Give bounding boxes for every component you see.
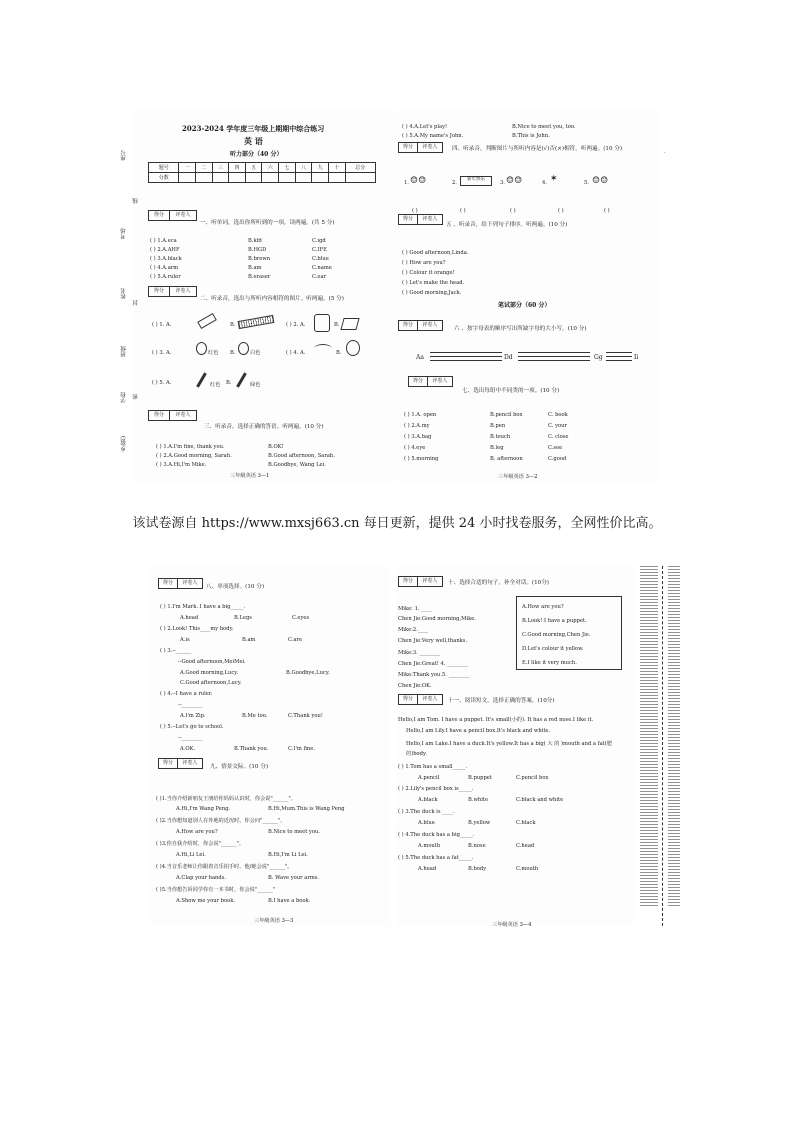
ruler-picture — [238, 315, 275, 329]
sec7-option: C. close — [548, 434, 569, 440]
dialogue-line: Chen Jie:OK. — [398, 683, 432, 689]
reading-option: C.head — [516, 843, 535, 849]
side-label-town: 乡(镇) — [121, 436, 127, 452]
dialogue-line: Mike: 1. ____ — [398, 606, 432, 612]
reading-question: ( ) 3.The duck is ____. — [398, 809, 455, 815]
sec8-option: B.Me too. — [242, 713, 268, 719]
score-header-cell: 二 — [196, 163, 213, 173]
sec8-dialogue-line: --________ — [178, 702, 203, 708]
dialogue-line: Chen Jie:Good morning,Mike. — [398, 616, 476, 622]
score-cell[interactable] — [262, 173, 279, 183]
sec9-option: B.I have a book. — [268, 898, 311, 904]
score-table-score-row — [149, 173, 376, 183]
sec8-option: C.I'm fine. — [288, 746, 315, 752]
page-footer: 三年级英语 3—2 — [498, 474, 538, 480]
score-cell[interactable] — [212, 173, 229, 183]
sec8-option: A.Good morning,Lucy. — [180, 670, 239, 676]
section-10-heading: 十、选择合适的句子，补全对话。(10分) — [448, 580, 549, 586]
sec9-option: A.Clap your hands. — [176, 875, 227, 881]
listening-part-heading: 听力部分（40 分） — [230, 151, 283, 158]
reading-option: A.mouth — [418, 843, 441, 849]
score-box — [408, 376, 453, 387]
sec9-question: ( )2.当你想知道别人在外地的近况时，你会问"______"。 — [156, 818, 286, 824]
exam-page-4 — [396, 566, 634, 926]
grader-box-label: 评卷人 — [422, 216, 438, 222]
sec4-number: 1. — [404, 180, 409, 186]
answer-blank[interactable]: ( ) — [558, 208, 564, 214]
sec1-option: C.IFE — [312, 247, 327, 253]
two-people-picture: ☺☺ — [506, 176, 523, 186]
sec5-item: ( ) Good afternoon,Linda. — [402, 250, 469, 256]
reading-question: ( ) 2.Lily's pencil box is_____. — [398, 786, 474, 792]
sec3-option: B.Nice to meet you, too. — [512, 124, 576, 130]
fireworks-picture: ✶ — [550, 174, 558, 184]
sec7-item: ( ) 2.A.my — [404, 423, 430, 429]
reading-option: C.black — [516, 820, 536, 826]
sec3-option: B.Goodbye, Wang Lei. — [268, 462, 326, 468]
reading-option: A.blue — [418, 820, 435, 826]
passage-paragraph: Hello,I am Tom. I have a puppet. It's small(小的). It has a red nose.I like it. — [398, 717, 594, 723]
exam-page-2 — [398, 110, 660, 482]
sec9-option: A.How are you? — [176, 829, 218, 835]
sec8-option: C.Thank you! — [288, 713, 323, 719]
sec9-question: ( )3.你自我介绍时，你会说"______"。 — [156, 841, 245, 847]
reading-option: B.body — [468, 866, 487, 872]
score-box-label: 得分 — [399, 215, 418, 224]
binding-cut-line — [662, 566, 663, 926]
sec7-item: ( ) 4.eye — [404, 445, 426, 451]
grader-box-label: 评卷人 — [182, 580, 198, 586]
sec8-option: C.are — [288, 637, 303, 643]
section-6-heading: 六 、按字母表的顺序写出所缺字母的大小写。(10 分) — [454, 326, 587, 332]
answer-blank[interactable]: ( ) — [604, 208, 610, 214]
side-label-class: 班级 — [121, 346, 127, 357]
sec9-question: ( )5.当你想告诉同学你有一本书时，你会说"______" — [156, 887, 276, 893]
score-box-label: 得分 — [149, 287, 170, 296]
written-part-heading: 笔试部分（60 分） — [498, 302, 551, 309]
reading-option: C.mouth — [516, 866, 539, 872]
sec1-option: B.kfd — [248, 238, 262, 244]
score-box-label: 得分 — [399, 577, 418, 586]
sec7-option: C.see — [548, 445, 563, 451]
score-cell[interactable] — [179, 173, 196, 183]
sec2-option: B. — [230, 350, 236, 356]
sec1-option: C.blue — [312, 256, 329, 262]
people-greeting-picture: ☺☺ — [410, 176, 427, 186]
side-mark-line: 线 — [133, 198, 139, 204]
section-11-heading: 十一、阅读短文，选择正确的答案。(10分) — [448, 698, 555, 704]
reading-question: ( ) 4.The duck has a big_____. — [398, 832, 475, 838]
side-label-seat: 座号 — [121, 150, 127, 161]
sec4-number: 4. — [542, 180, 547, 186]
sec9-option: B.Nice to meet you. — [268, 829, 320, 835]
sec3-item: ( ) 4.A.Let's play! — [402, 124, 448, 130]
sec2-item: ( ) 5. A. — [152, 380, 172, 386]
sec1-item: ( ) 5.A.ruler — [150, 274, 181, 280]
letter-given: Aa — [416, 354, 424, 361]
sec8-option: C.eyes — [292, 615, 310, 621]
score-box — [398, 142, 443, 153]
sec9-question: ( )4.当音乐老师让你跟着音乐拍手时，他/她会说"______"。 — [156, 864, 293, 870]
score-header-cell: 十 — [328, 163, 345, 173]
sec8-question: ( ) 2.Look! This____my body. — [160, 626, 234, 632]
sec1-option: B.HGD — [248, 247, 267, 253]
color-label-red: 红色 — [210, 382, 221, 388]
score-header-cell: 八 — [295, 163, 312, 173]
sec8-question: ( ) 1.I'm Mark. I have a big_____. — [160, 604, 246, 610]
exam-page-1 — [121, 110, 396, 482]
sec9-option: A.Show me your book. — [176, 898, 236, 904]
color-label-red: 红色 — [208, 350, 219, 356]
reading-option: A.black — [418, 797, 438, 803]
sec9-option: B.Hi,I'm Li Lei. — [268, 852, 308, 858]
letter-given: Ii — [634, 354, 639, 361]
sec5-item: ( ) Let's make the head. — [402, 280, 465, 286]
crayon-red-picture — [196, 372, 207, 387]
dialogue-line: Chen Jie:Great! 4. ________ — [398, 661, 468, 667]
side-label-exam-room: 考场 — [121, 228, 127, 239]
sec1-option: C.name — [312, 265, 332, 271]
book-picture — [340, 318, 359, 330]
sec8-option: A.OK. — [180, 746, 196, 752]
sec2-item: ( ) 3. A. — [152, 350, 172, 356]
balloon-white-picture — [238, 342, 249, 355]
dialogue-option: C.Good morning,Chen Jie. — [522, 632, 591, 638]
letter-given: Gg — [594, 354, 603, 361]
score-header-cell: 六 — [262, 163, 279, 173]
sec1-option: B.am — [248, 265, 262, 271]
score-header-cell: 七 — [279, 163, 296, 173]
grader-box-label: 评卷人 — [175, 212, 191, 218]
score-cell[interactable] — [229, 173, 246, 183]
reading-option: A.pencil — [418, 775, 440, 781]
score-box — [148, 286, 197, 297]
sec9-option: B.Hi,Mum.This is Wang Peng — [268, 806, 345, 812]
grader-box-label: 评卷人 — [175, 288, 191, 294]
score-box — [398, 214, 443, 225]
answer-blank[interactable]: ( ) — [460, 208, 466, 214]
sec8-option: B.Thank you. — [234, 746, 269, 752]
sec3-item: ( ) 5.A.My name's John. — [402, 133, 464, 139]
sec1-item: ( ) 3.A.black — [150, 256, 182, 262]
section-2-heading: 二、听录音，选出与所听内容相符的图片。听两遍。(5 分) — [200, 296, 344, 302]
score-header-cell: 四 — [229, 163, 246, 173]
score-cell[interactable] — [279, 173, 296, 183]
sec3-item: ( ) 1.A.I'm fine, thank you. — [156, 444, 225, 450]
sec3-option: B.Good afternoon, Sarah. — [268, 453, 335, 459]
score-row-label: 分数 — [149, 173, 179, 183]
sec1-option: C.ear — [312, 274, 327, 280]
answer-blank[interactable]: ( ) — [510, 208, 516, 214]
score-box-label: 得分 — [159, 579, 178, 588]
sec5-item: ( ) Good morning,Jack. — [402, 290, 462, 296]
reading-option: A.head — [418, 866, 437, 872]
edge-mark: · — [664, 150, 666, 156]
sec7-option: B.leg — [490, 445, 504, 451]
arm-picture — [314, 344, 332, 353]
score-header-cell: 九 — [312, 163, 329, 173]
schoolbag-picture — [314, 314, 330, 332]
reading-option: B.puppet — [468, 775, 492, 781]
score-box — [398, 694, 443, 705]
passage-paragraph: Hello,I am Lake.I have a duck.It's yellow.It has a big( 大 的 )mouth and a fat(肥的)body. — [406, 741, 612, 757]
score-box — [158, 578, 203, 589]
section-5-heading: 五 、听录音，给下列句子排序。听两遍。(10 分) — [446, 222, 568, 228]
sec2-item: ( ) 4. A. — [286, 350, 306, 356]
grader-box-label: 评卷人 — [422, 144, 438, 150]
sec2-option: B. — [230, 322, 236, 328]
sec9-option: B. Wave your arms. — [268, 875, 320, 881]
grader-box-label: 评卷人 — [432, 378, 448, 384]
sec3-option: B.This is John. — [512, 133, 550, 139]
passage-paragraph: Hello,I am Lily.I have a pencil box.It's black and white. — [406, 728, 551, 734]
sec1-item: ( ) 1.A.eca — [150, 238, 177, 244]
score-box-label: 得分 — [149, 211, 170, 220]
section-4-heading: 四、听录音，判断图片与所听内容是(√)否(×)相符。听两遍。(10 分) — [452, 146, 623, 152]
sec7-option: B.touch — [490, 434, 511, 440]
side-mark-secret: 密 — [133, 394, 139, 400]
sec7-option: B.pencil box — [490, 412, 523, 418]
sec3-item: ( ) 3.A.Hi,I'm Mike. — [156, 462, 207, 468]
score-box-label: 得分 — [159, 759, 178, 768]
sec4-number: 3. — [500, 180, 505, 186]
grader-box-label: 评卷人 — [422, 578, 438, 584]
score-header-cell: 题号 — [149, 163, 179, 173]
score-cell[interactable] — [312, 173, 329, 183]
sec8-option: A.I'm Zip. — [180, 713, 206, 719]
dialogue-option: A.How are you? — [522, 604, 564, 610]
crayon-green-picture — [236, 372, 247, 387]
exam-title: 2023-2024 学年度三年级上期期中综合练习 — [182, 124, 325, 133]
sec7-option: B.pen — [490, 423, 506, 429]
exam-page-3 — [150, 566, 390, 926]
sign-picture: 新年快乐 — [460, 176, 492, 186]
dialogue-option: B.Look! I have a puppet. — [522, 618, 587, 624]
grader-box-label: 评卷人 — [422, 696, 438, 702]
sec7-item: ( ) 1.A. open — [404, 412, 437, 418]
sec7-option: C.good — [548, 456, 567, 462]
sec8-option: B.Goodbye,Lucy. — [286, 670, 330, 676]
dialogue-option: D.Let's colour it yellow. — [522, 646, 584, 652]
score-header-cell: 一 — [179, 163, 196, 173]
sec4-number: 5. — [584, 180, 589, 186]
sec2-option: B. — [226, 380, 232, 386]
sec4-number: 2. — [452, 180, 457, 186]
reading-option: B.white — [468, 797, 489, 803]
reading-question: ( ) 5.The duck has a fat_____. — [398, 855, 474, 861]
sec8-question: ( ) 4.--I have a ruler. — [160, 691, 213, 697]
score-box — [148, 410, 197, 421]
grader-box-label: 评卷人 — [422, 322, 438, 328]
sec3-item: ( ) 2.A.Good morning, Sarah. — [156, 453, 232, 459]
sec2-item: ( ) 1. A. — [152, 322, 172, 328]
ear-picture — [346, 340, 360, 356]
page-footer: 三年级英语 3—1 — [230, 473, 270, 479]
sec8-dialogue-line: --________ — [178, 735, 203, 741]
section-7-heading: 七、选出每组中不同类的一项。(10 分) — [462, 388, 560, 394]
score-cell[interactable] — [328, 173, 345, 183]
sec9-question: ( )1.当你介绍新朋友王朋给你妈妈认识时，你会说"______"。 — [156, 796, 296, 802]
letter-given: Dd — [504, 354, 513, 361]
sec7-item: ( ) 5.morning — [404, 456, 439, 462]
sec1-item: ( ) 4.A.arm — [150, 265, 179, 271]
score-box-label: 得分 — [399, 143, 418, 152]
score-header-cell: 总分 — [345, 163, 375, 173]
dialogue-line: Chen Jie:Very well,thanks. — [398, 638, 468, 644]
reading-option: B.nose — [468, 843, 486, 849]
page-footer: 三年级英语 3—3 — [254, 918, 294, 924]
score-box-label: 得分 — [399, 321, 418, 330]
score-box-label: 得分 — [399, 695, 418, 704]
sec2-option: B. — [336, 350, 342, 356]
sec8-option: A.head — [180, 615, 199, 621]
score-header-cell: 五 — [245, 163, 262, 173]
reading-option: C.black and white — [516, 797, 564, 803]
dialogue-line: Mike:3. ________ — [398, 650, 441, 656]
score-box-label: 得分 — [409, 377, 428, 386]
sec8-dialogue-line: --Good afternoon,MeiMei. — [178, 659, 246, 665]
score-cell[interactable] — [245, 173, 262, 183]
sec8-question: ( ) 5.--Let's go to school. — [160, 724, 224, 730]
sec5-item: ( ) How are you? — [402, 260, 446, 266]
score-table-header-row — [149, 163, 376, 173]
sec7-item: ( ) 3.A.bag — [404, 434, 432, 440]
score-box — [398, 320, 443, 331]
eraser-picture — [197, 313, 217, 329]
section-8-heading: 八、单项选择。(10 分) — [206, 584, 265, 590]
grader-box-label: 评卷人 — [175, 412, 191, 418]
score-box — [398, 576, 443, 587]
exam-subject: 英 语 — [244, 136, 263, 146]
sec1-item: ( ) 2.A.AHF — [150, 247, 180, 253]
score-box — [148, 210, 197, 221]
source-banner: 该试卷源自 https://www.mxsj663.cn 每日更新，提供 24 小时找卷服务，全网性价比高。 — [132, 516, 662, 531]
score-cell[interactable] — [196, 173, 213, 183]
score-cell[interactable] — [295, 173, 312, 183]
reading-option: B.yellow — [468, 820, 491, 826]
sec8-option: C.Good afternoon,Lucy. — [180, 680, 242, 686]
sec2-option: B. — [334, 322, 340, 328]
binding-strip-dots — [668, 566, 680, 906]
score-box-label: 得分 — [149, 411, 170, 420]
reading-question: ( ) 1.Tom has a small_____. — [398, 764, 468, 770]
sec9-option: A.Hi,I'm Wang Peng. — [176, 806, 231, 812]
sec8-question: ( ) 3.--______ — [160, 648, 192, 654]
sec2-item: ( ) 2. A. — [286, 322, 306, 328]
sec7-option: B. afternoon — [490, 456, 523, 462]
sec1-option: B.brown — [248, 256, 271, 262]
color-label-white: 白色 — [250, 350, 261, 356]
dialogue-line: Mike:Thank you.5. ________ — [398, 672, 470, 678]
score-box — [158, 758, 203, 769]
sec1-option: C.igd — [312, 238, 326, 244]
score-cell[interactable] — [345, 173, 375, 183]
page-footer: 三年级英语 3—4 — [492, 922, 532, 928]
dialogue-line: Mike:2.____ — [398, 627, 429, 633]
sec8-option: B.am — [242, 637, 256, 643]
section-3-heading: 三、听录音，选择正确的答语。听两遍。(10 分) — [204, 424, 324, 430]
balloon-red-picture — [196, 342, 207, 355]
section-1-heading: 一、听单词，选出你所听到的一项。读两遍。(共 5 分) — [200, 220, 335, 226]
sec7-option: C. book — [548, 412, 568, 418]
sec3-option: B.OK! — [268, 444, 284, 450]
score-header-cell: 三 — [212, 163, 229, 173]
reading-option: C.pencil box — [516, 775, 549, 781]
side-label-name: 姓名 — [121, 288, 127, 299]
dialogue-option: E.I like it very much. — [522, 660, 577, 666]
sec8-option: B.Legs — [234, 615, 252, 621]
sec1-option: B.eraser — [248, 274, 271, 280]
family-picture: ☺☺ — [592, 176, 609, 186]
sec7-option: C. your — [548, 423, 567, 429]
binding-strip-dots — [640, 566, 658, 906]
answer-blank[interactable]: ( ) — [412, 208, 418, 214]
sec9-option: A.Hi,Li Lei. — [176, 852, 206, 858]
sec8-option: A.is — [180, 637, 190, 643]
sec5-item: ( ) Colour it orange! — [402, 270, 455, 276]
color-label-green: 绿色 — [250, 382, 261, 388]
side-label-school: 学校 — [121, 392, 127, 403]
score-table — [148, 162, 376, 183]
side-mark-seal: 封 — [133, 300, 139, 306]
grader-box-label: 评卷人 — [182, 760, 198, 766]
section-9-heading: 九、情景交际。(10 分) — [210, 764, 269, 770]
